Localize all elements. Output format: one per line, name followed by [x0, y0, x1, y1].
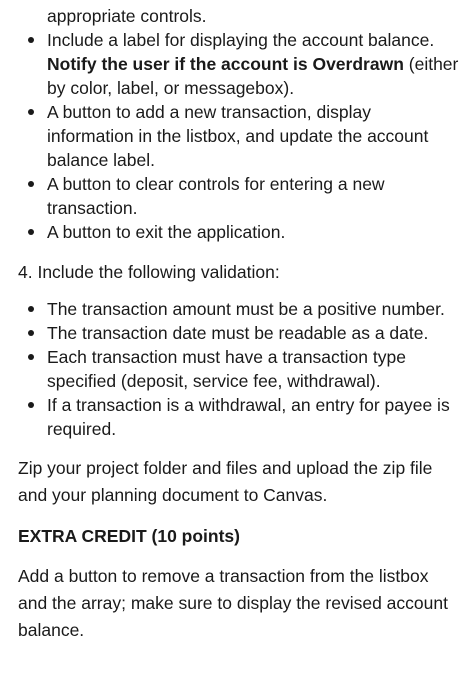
extra-credit-text: Add a button to remove a transaction from the listbox and the array; make sure to display the revised account balance.: [18, 566, 448, 640]
list-item-text: Include a label for displaying the account balance.: [47, 30, 435, 50]
zip-instructions: Zip your project folder and files and upload the zip file and your planning document to Canvas.: [18, 458, 433, 505]
intro-continuation: appropriate controls.: [47, 6, 207, 26]
list-item-validation: The transaction date must be readable as a date.: [0, 321, 474, 345]
list-item-exit-button: A button to exit the application.: [0, 220, 474, 244]
list-item-balance-label: [0, 28, 474, 100]
list-item-validation: The transaction amount must be a positive number.: [0, 297, 474, 321]
step-4-heading: 4. Include the following validation:: [18, 262, 280, 282]
controls-list: [0, 28, 474, 244]
list-item-validation: Each transaction must have a transaction type specified (deposit, service fee, withdrawal).: [0, 345, 474, 393]
list-item-add-button: A button to add a new transaction, display information in the listbox, and update the account balance label.: [0, 100, 474, 172]
list-item-clear-button: A button to clear controls for entering a new transaction.: [0, 172, 474, 220]
extra-credit-heading: EXTRA CREDIT (10 points): [18, 526, 240, 546]
validation-list: [0, 297, 474, 441]
overdrawn-emphasis: Notify the user if the account is Overdrawn: [47, 54, 404, 74]
list-item-validation: If a transaction is a withdrawal, an entry for payee is required.: [0, 393, 474, 441]
list-item-text: (either by color, label, or messagebox).: [47, 54, 459, 98]
